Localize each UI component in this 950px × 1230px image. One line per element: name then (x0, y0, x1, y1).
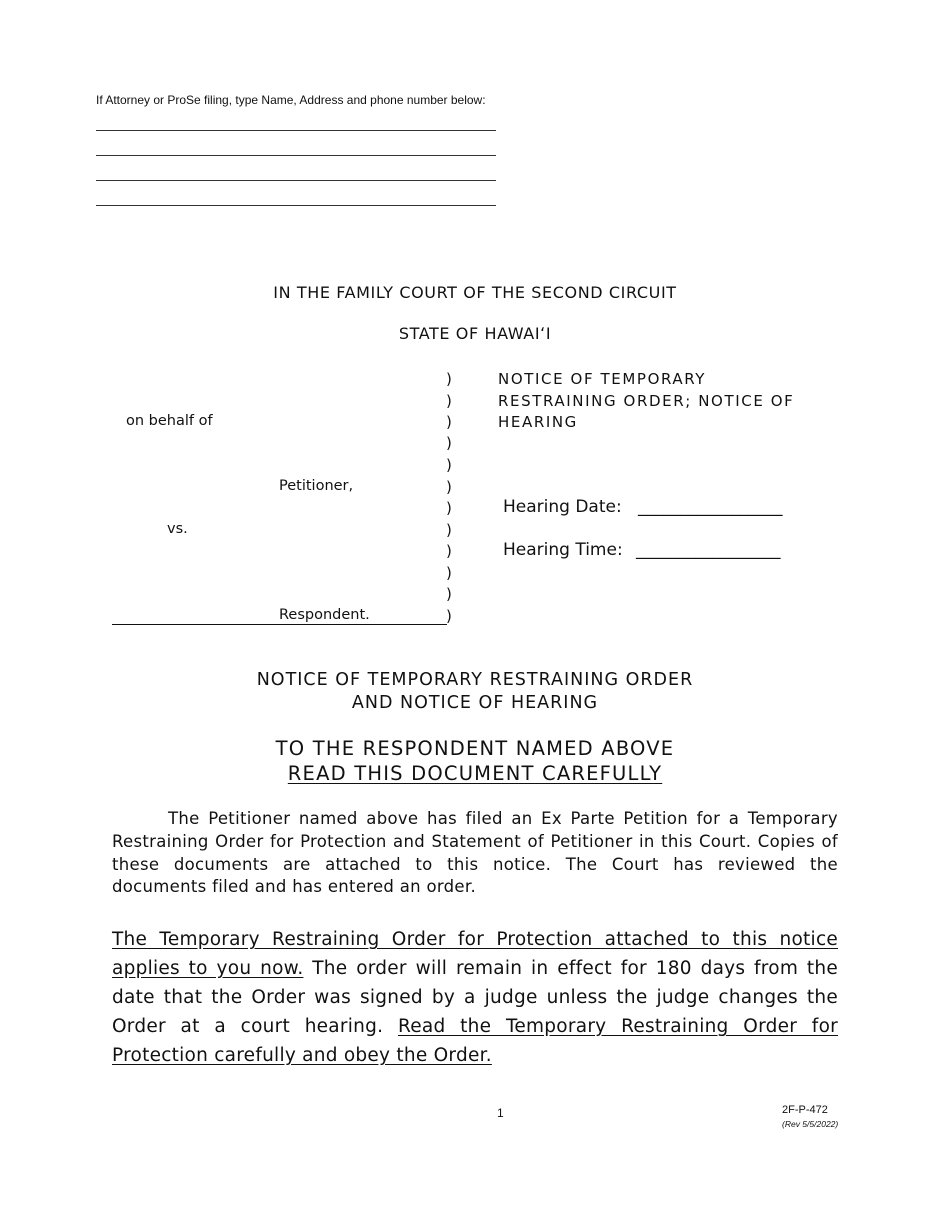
attorney-line-1[interactable] (96, 130, 496, 131)
caption-paren: ) (446, 370, 452, 388)
hearing-time-label: Hearing Time: (503, 540, 623, 560)
on-behalf-of-label: on behalf of (126, 413, 213, 429)
petitioner-label: Petitioner, (279, 478, 354, 494)
notice-paragraph-2 (112, 925, 838, 1070)
order-applies-now-text: The Temporary Restraining Order for Protection attached to this notice applies to you now. (112, 929, 838, 979)
hearing-date-label: Hearing Date: (503, 497, 622, 517)
caption-paren: ) (446, 392, 452, 410)
caption-paren: ) (446, 585, 452, 603)
caption-paren: ) (446, 456, 452, 474)
caption-paren: ) (446, 607, 452, 625)
caption-paren: ) (446, 478, 452, 496)
obey-order-text: Read the Temporary Restraining Order for Protection carefully and obey the Order. (112, 1016, 838, 1066)
respondent-underline (112, 624, 447, 625)
notice-heading-line-2: AND NOTICE OF HEARING (351, 693, 599, 713)
court-state: STATE OF HAWAIʻI (398, 324, 552, 343)
document-title-line-1: NOTICE OF TEMPORARY (498, 370, 707, 388)
hearing-time-field[interactable]: _________________ (636, 540, 781, 560)
attorney-line-3[interactable] (96, 180, 496, 181)
hearing-date-field[interactable]: _________________ (638, 497, 783, 517)
caption-paren: ) (446, 542, 452, 560)
respondent-label: Respondent. (279, 607, 370, 623)
read-carefully-heading: READ THIS DOCUMENT CAREFULLY (287, 762, 663, 785)
form-number: 2F-P-472 (782, 1104, 828, 1116)
attorney-line-4[interactable] (96, 205, 496, 206)
vs-label: vs. (167, 521, 188, 537)
caption-paren: ) (446, 521, 452, 539)
attorney-instruction: If Attorney or ProSe filing, type Name, Address and phone number below: (96, 93, 486, 107)
court-name: IN THE FAMILY COURT OF THE SECOND CIRCUIT (273, 283, 677, 302)
caption-paren: ) (446, 413, 452, 431)
order-duration-text: The order will remain in effect for 180 days from the date that the Order was signed by a judge unless the judge changes the Order at a court hearing. (112, 958, 839, 1037)
caption-paren: ) (446, 434, 452, 452)
to-respondent-heading: TO THE RESPONDENT NAMED ABOVE (275, 737, 675, 760)
attorney-line-2[interactable] (96, 155, 496, 156)
caption-paren: ) (446, 499, 452, 517)
caption-paren: ) (446, 564, 452, 582)
page-number: 1 (497, 1106, 504, 1120)
document-title-line-2: RESTRAINING ORDER; NOTICE OF (498, 392, 795, 410)
document-title-line-3: HEARING (498, 413, 578, 431)
notice-heading-line-1: NOTICE OF TEMPORARY RESTRAINING ORDER (256, 670, 694, 690)
form-revision: (Rev 5/5/2022) (782, 1119, 839, 1129)
notice-paragraph-1: The Petitioner named above has filed an Ex Parte Petition for a Temporary Restraining Order for Protection and Statement of Petitioner in this Court. Copies of these documents are attached to this notice. The Court has reviewed the documents filed and has entered an order. (112, 809, 838, 897)
